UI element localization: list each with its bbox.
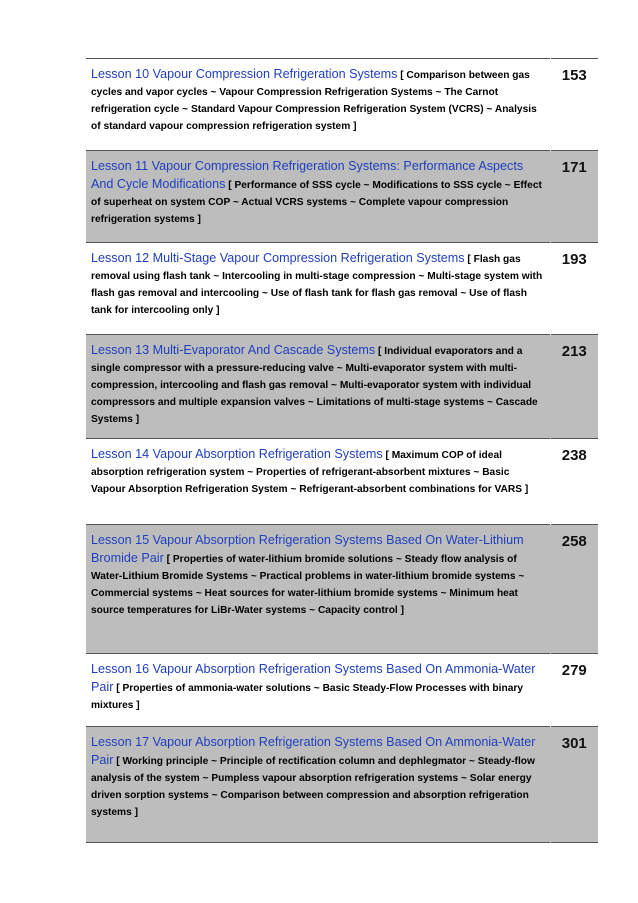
lesson-title[interactable]: Lesson 16 Vapour Absorption Refrigeration Systems Based On Ammonia-Water Pair [91, 662, 536, 694]
lesson-entry [86, 59, 550, 151]
lesson-topics: [ Properties of ammonia-water solutions ~ Basic Steady-Flow Processes with binary mixtures ] [91, 683, 524, 711]
lesson-topics: [ Performance of SSS cycle ~ Modifications to SSS cycle ~ Effect of superheat on system COP ~ Actual VCRS systems ~ Complete vapour compression refrigeration systems ] [91, 180, 542, 225]
lesson-title[interactable]: Lesson 13 Multi-Evaporator And Cascade Systems [91, 343, 376, 357]
toc-row [86, 335, 598, 439]
page-number: 153 [561, 67, 587, 84]
lesson-topics: [ Working principle ~ Principle of rectification column and dephlegmator ~ Steady-flow analysis of the system ~ Pumpless vapour absorption refrigeration systems ~ Solar energy driven sorption systems ~ Comparison between compression and absorption refrigeration systems ] [91, 756, 535, 818]
lesson-title[interactable]: Lesson 12 Multi-Stage Vapour Compression Refrigeration Systems [91, 251, 465, 265]
lesson-entry [86, 335, 550, 439]
lesson-title[interactable]: Lesson 14 Vapour Absorption Refrigeration Systems [91, 447, 383, 461]
toc-row [86, 59, 598, 151]
lesson-entry [86, 525, 550, 654]
lesson-entry [86, 439, 550, 525]
lesson-title[interactable]: Lesson 15 Vapour Absorption Refrigeration Systems Based On Water-Lithium Bromide Pair [91, 533, 524, 565]
lesson-entry [86, 727, 550, 843]
toc-row [86, 439, 598, 525]
page-number: 213 [550, 335, 598, 439]
lesson-entry [86, 243, 550, 335]
lesson-entry [86, 654, 550, 727]
lesson-topics: [ Properties of water-lithium bromide solutions ~ Steady flow analysis of Water-Lithium Bromide Systems ~ Practical problems in water-lithium bromide systems ~ Commercial systems ~ Heat sources for water-lithium bromide systems ~ Minimum heat source temperatures for LiBr-Water systems ~ Capacity control ] [91, 554, 525, 616]
lesson-title[interactable]: Lesson 11 Vapour Compression Refrigeration Systems: Performance Aspects And Cycle Modifications [91, 159, 524, 191]
toc-row [86, 525, 598, 654]
lesson-topics: [ Individual evaporators and a single compressor with a pressure-reducing valve ~ Multi-evaporator system with multi-compression, intercooling and flash gas removal ~ Multi-evaporator system with individual compressors and multiple expansion valves ~ Limitations of multi-stage systems ~ Cascade Systems ] [91, 346, 538, 425]
toc-row [86, 151, 598, 243]
toc-row [86, 727, 598, 843]
toc-row [86, 654, 598, 727]
page-number: 279 [561, 662, 587, 679]
page-number: 258 [550, 525, 598, 654]
lesson-title[interactable]: Lesson 10 Vapour Compression Refrigeration Systems [91, 67, 398, 81]
table-of-contents [86, 58, 598, 843]
lesson-topics: [ Maximum COP of ideal absorption refrigeration system ~ Properties of refrigerant-absorbent mixtures ~ Basic Vapour Absorption Refrigeration System ~ Refrigerant-absorbent combinations for VARS ] [91, 450, 529, 495]
lesson-topics: [ Flash gas removal using flash tank ~ Intercooling in multi-stage compression ~ Multi-stage system with flash gas removal and intercooling ~ Use of flash tank for flash gas removal ~ Use of flash tank for intercooling only ] [91, 254, 543, 316]
page-number: 301 [550, 727, 598, 843]
toc-row [86, 243, 598, 335]
lesson-topics: [ Comparison between gas cycles and vapor cycles ~ Vapour Compression Refrigeration Systems ~ The Carnot refrigeration cycle ~ Standard Vapour Compression Refrigeration System (VCRS) ~ Analysis of standard vapour compression refrigeration system ] [91, 70, 537, 132]
lesson-entry [86, 151, 550, 243]
page-number: 238 [561, 447, 587, 464]
page-number: 193 [561, 251, 587, 268]
lesson-title[interactable]: Lesson 17 Vapour Absorption Refrigeration Systems Based On Ammonia-Water Pair [91, 735, 536, 767]
page-number: 171 [550, 151, 598, 243]
